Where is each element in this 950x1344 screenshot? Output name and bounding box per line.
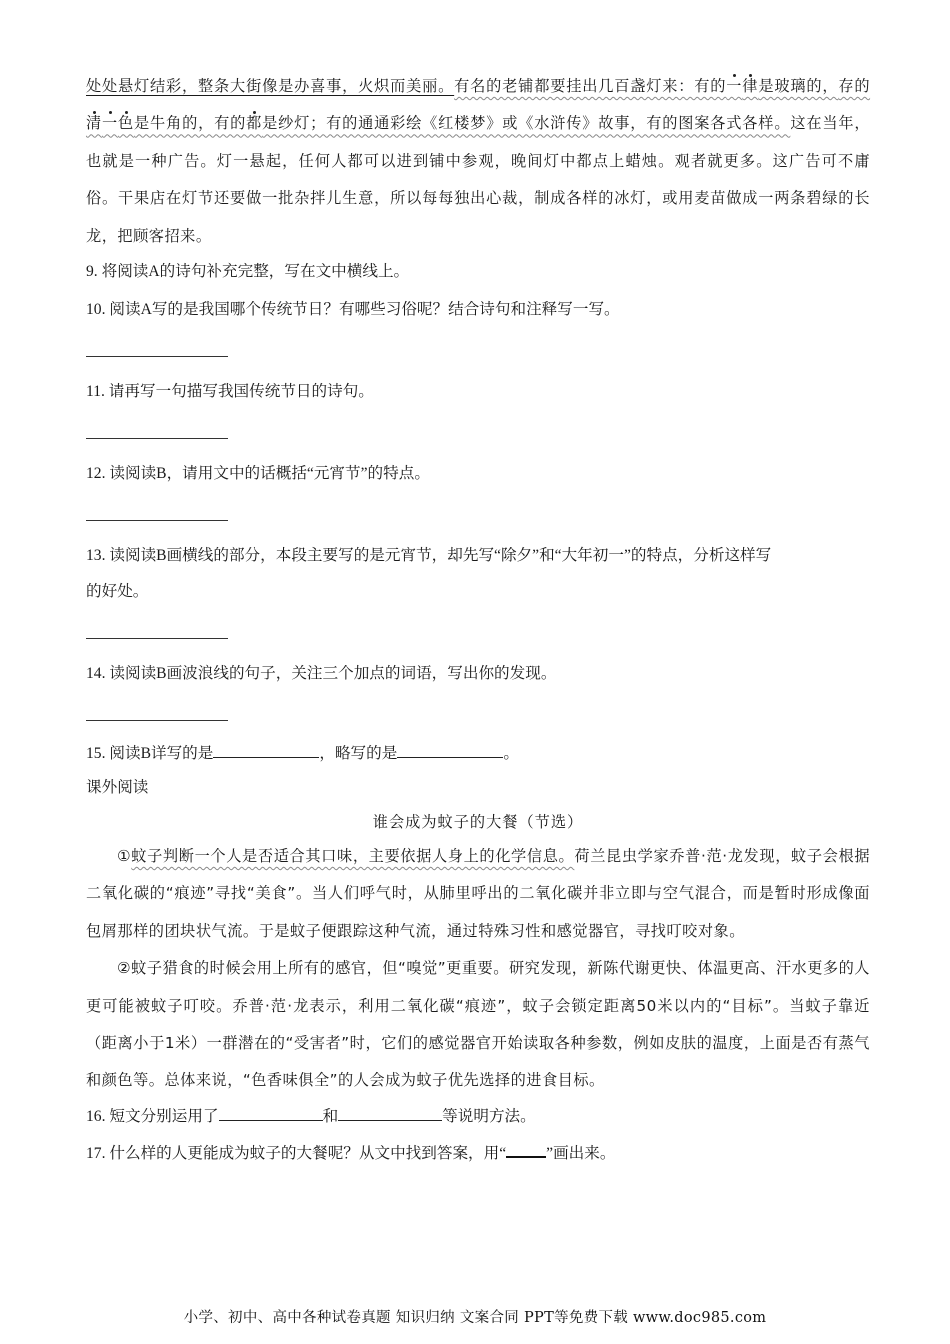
question-14: 14. 读阅读B画波浪线的句子，关注三个加点的词语，写出你的发现。: [86, 665, 557, 683]
underline-symbol: [506, 1142, 546, 1158]
emphasis-char: 一: [102, 114, 119, 133]
emphasis-char: 一: [726, 77, 743, 95]
passage-title: 谁会成为蚊子的大餐（节选）: [372, 813, 584, 832]
wavy-part: 存的: [838, 77, 871, 95]
paragraph-2: ②蚊子猎食的时候会用上所有的感官，但“嗅觉”更重要。研究发现，新陈代谢更快、体温更高、汗水更多的人更可能被蚊子叮咬。乔普·范·龙表示，利用二氧化碳“痕迹”，蚊子会锁定距离50米以内的“目标”。当蚊子靠近（距离小于1米）一群潜在的“受害者”时，它们的感觉器官开始读取各种参数，例如皮肤的温度，上面是否有蒸气和颜色等。总体来说，“色香味俱全”的人会成为蚊子优先选择的进食目标。: [86, 959, 870, 1090]
wavy-part: 是纱灯；有的通通彩绘《红楼梦》或《水浒传》故事，有的图案各式各样。: [262, 114, 791, 133]
question-16-text: 16. 短文分别运用了: [86, 1107, 219, 1125]
question-15-text: ，略写的是: [319, 745, 398, 763]
blank-15-brief[interactable]: [397, 743, 503, 758]
question-17: [86, 1142, 870, 1165]
emphasis-char: 律: [742, 77, 759, 95]
exam-page: [86, 68, 870, 1165]
answer-line-13[interactable]: [86, 637, 228, 639]
blank-16-b[interactable]: [338, 1106, 442, 1121]
question-15: [86, 743, 870, 765]
paragraph-1: [86, 838, 870, 950]
answer-line-12[interactable]: [86, 519, 228, 521]
answer-line-14[interactable]: [86, 719, 228, 721]
emphasis-char: 色: [118, 114, 135, 133]
dotted-word-1: [726, 77, 758, 95]
answer-line-11[interactable]: [86, 437, 228, 439]
question-13: 13. 读阅读B画横线的部分，本段主要写的是元宵节，却先写“除夕”和“大年初一”的特点，分析这样写: [86, 547, 772, 565]
plain-text: 这在当年，也就是一种广告。灯一悬起，任何人都可以进到铺中参观，晚间灯中都点上蜡烛。观者就更多。这广告可不庸俗。干果店在灯节还要做一批杂拌儿生意，所以每每独出心裁，制成各样的冰灯，或用麦苗做成一两条碧绿的长龙，把顾客招来。: [86, 114, 871, 245]
question-10: 10. 阅读A写的是我国哪个传统节日？有哪些习俗呢？结合诗句和注释写一写。: [86, 301, 620, 319]
question-9: 9. 将阅读A的诗句补充完整，写在文中横线上。: [86, 263, 410, 281]
underlined-sentence: 处处悬灯结彩，整条大街像是办喜事，火炽而美丽。: [86, 77, 455, 95]
question-16-text: 等说明方法。: [442, 1107, 536, 1125]
question-17-text: 17. 什么样的人更能成为蚊子的大餐呢？从文中找到答案，用“: [86, 1144, 507, 1162]
blank-15-detailed[interactable]: [213, 743, 319, 758]
question-15-text: 。: [503, 745, 519, 763]
question-13-cont: 的好处。: [86, 583, 149, 601]
emphasis-char: 都: [246, 114, 263, 133]
extra-reading-label: 课外阅读: [86, 779, 149, 797]
question-16: [86, 1106, 870, 1128]
question-16-text: 和: [322, 1107, 339, 1125]
page-footer: 小学、初中、高中各种试卷真题 知识归纳 文案合同 PPT等免费下载 www.doc985.com: [183, 1310, 767, 1326]
plain-text: 荷兰昆虫学家乔普·范·龙发现，蚊子会根据二氧化碳的“痕迹”寻找“美食”。当人们呼气时，从肺里呼出的二氧化碳并非立即与空气混合，而是暂时形成像面包屑那样的团块状气流。于是蚊子便跟踪这种气流，通过特殊习性和感觉器官，寻找叮咬对象。: [86, 847, 871, 940]
answer-line-10[interactable]: [86, 355, 228, 357]
dotted-word-3: [246, 114, 262, 132]
emphasis-char: 清: [86, 114, 103, 133]
blank-16-a[interactable]: [219, 1106, 323, 1121]
question-11: 11. 请再写一句描写我国传统节日的诗句。: [86, 383, 374, 401]
question-17-text: ”画出来。: [546, 1144, 616, 1162]
reading-b-passage: [86, 68, 870, 255]
paragraph-number: ①: [117, 847, 132, 866]
wavy-part: 有名的老铺都要挂出几百盏灯来：有的: [454, 77, 727, 95]
question-12: 12. 读阅读B，请用文中的话概括“元宵节”的特点。: [86, 465, 430, 483]
wavy-part: 是牛角的，有的: [134, 114, 247, 133]
question-15-text: 15. 阅读B详写的是: [86, 745, 214, 763]
dotted-word-2: [86, 114, 134, 132]
wavy-sentence: 蚊子判断一个人是否适合其口味，主要依据人身上的化学信息。: [131, 847, 575, 866]
wavy-part: 是玻璃的，: [758, 77, 839, 95]
